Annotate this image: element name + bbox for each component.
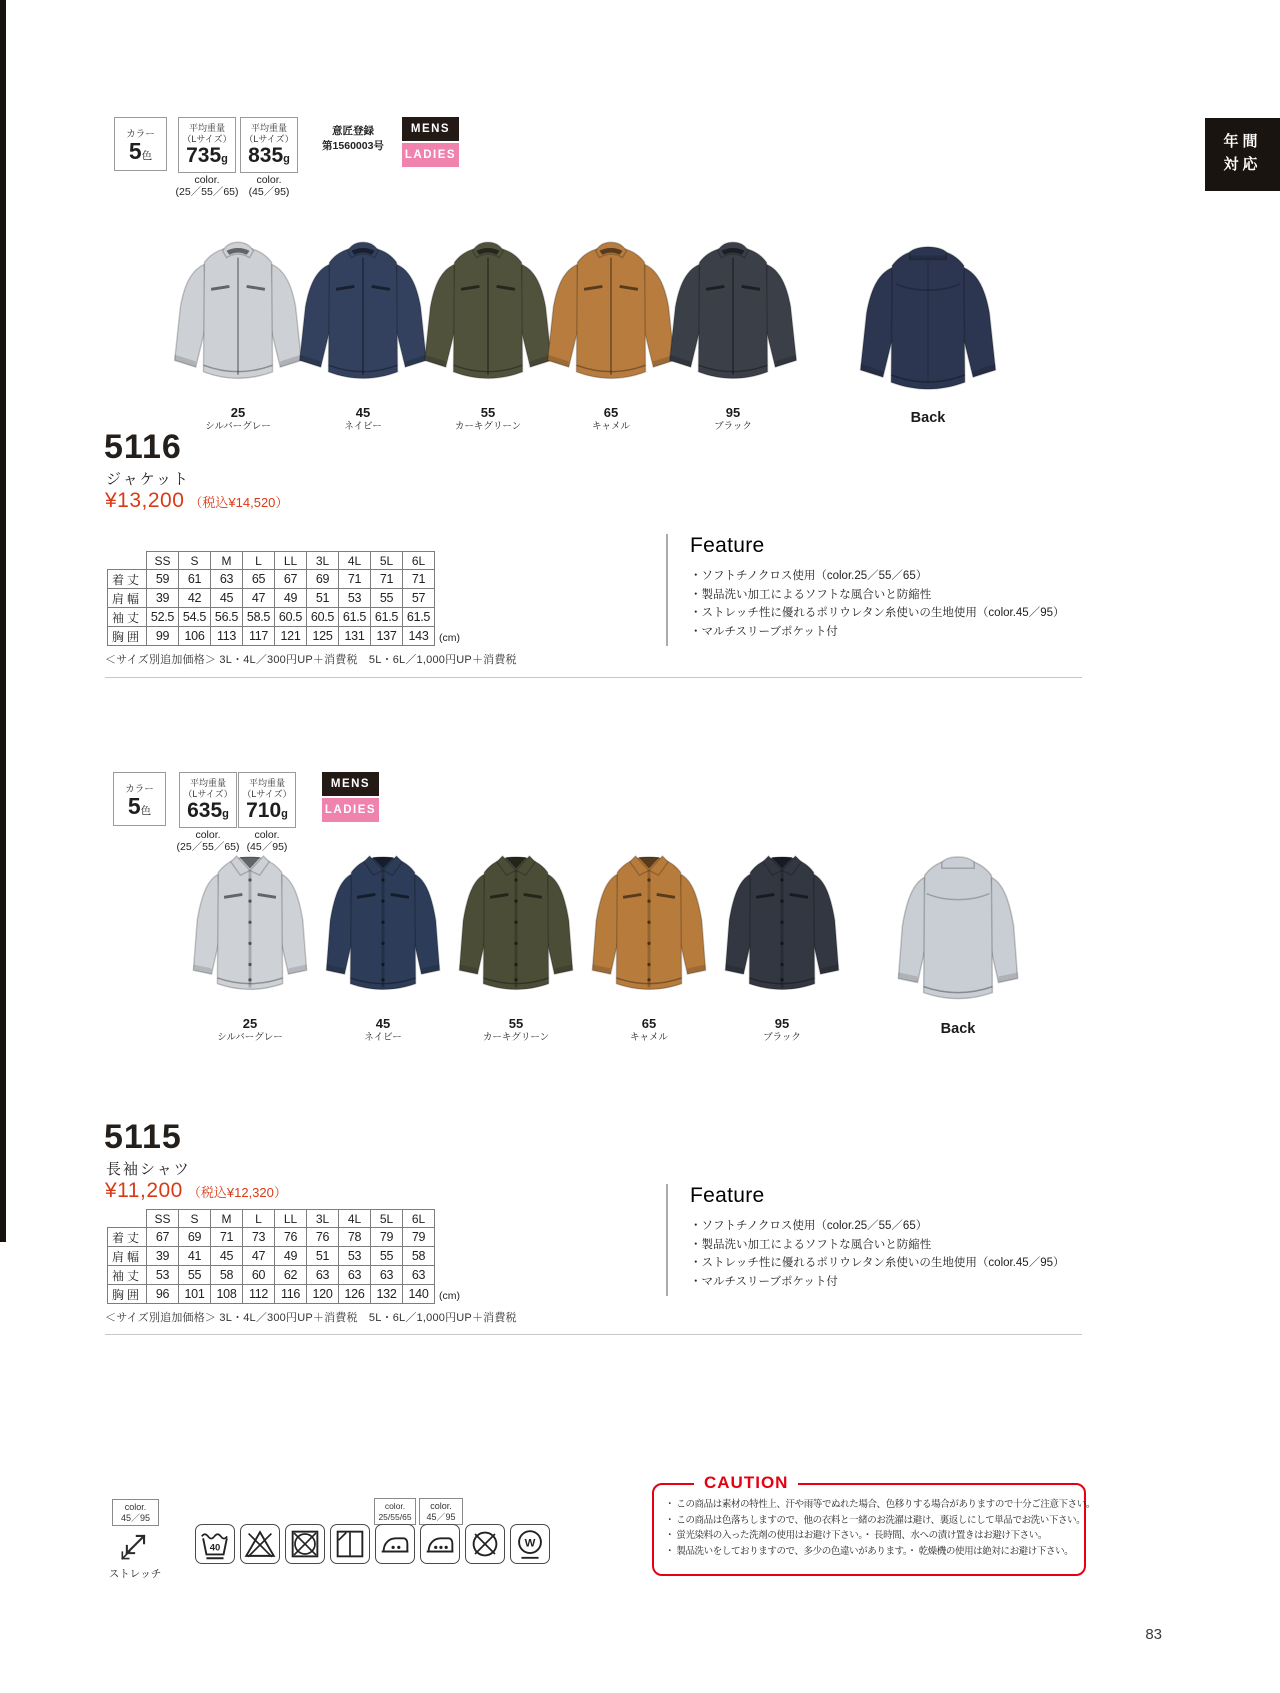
shirt-photo-45 [311,843,455,1015]
measurement-value: 76 [307,1228,339,1247]
color-name: キャメル [591,421,630,432]
weight-color-caption-1: color. (25／55／65) [176,829,240,853]
table-unit-label: (cm) [439,1290,460,1302]
measurement-value: 63 [211,570,243,589]
feature-list [690,567,1110,641]
section-divider [105,677,1082,678]
measurement-value: 137 [371,627,403,646]
size-column-header: 5L [371,552,403,570]
section-divider [105,1334,1082,1335]
measurement-value: 71 [339,570,371,589]
color-count-value: 5 [128,138,142,164]
back-view-label: Back [940,1021,976,1037]
no-dry-clean-icon [465,1524,505,1564]
gender-badges [402,117,459,167]
color-count-value: 5 [127,793,141,819]
size-column-header: 3L [307,1210,339,1228]
measurement-value: 65 [243,570,275,589]
table-row [108,1266,435,1285]
caution-box [652,1473,1095,1576]
measurement-value: 55 [371,1247,403,1266]
svg-text:W: W [524,1537,536,1550]
measurement-value: 71 [371,570,403,589]
table-row [108,627,435,646]
measurement-row-label: 着丈 [108,570,147,589]
measurement-value: 63 [339,1266,371,1285]
color-number: 55 [480,405,496,420]
color-variant-label [183,405,293,433]
size-column-header: 3L [307,552,339,570]
measurement-value: 113 [211,627,243,646]
measurement-value: 55 [179,1266,211,1285]
weight-size: （Lサイズ） [242,788,292,799]
no-bleach-icon [240,1524,280,1564]
measurement-value: 58 [211,1266,243,1285]
measurement-value: 53 [339,1247,371,1266]
jacket-photo-25 [166,236,310,406]
measurement-row-label: 着丈 [108,1228,147,1247]
color-number: 65 [603,405,619,420]
measurement-row-label: 袖丈 [108,1266,147,1285]
no-tumble-dry-icon [285,1524,325,1564]
size-table [107,551,460,646]
color-number: 95 [725,405,741,420]
color-variant-label [328,1016,438,1044]
wet-clean-icon [510,1524,550,1564]
wash-40-icon [195,1524,235,1564]
size-column-header: LL [275,1210,307,1228]
table-row [108,1247,435,1266]
measurement-value: 62 [275,1266,307,1285]
measurement-value: 108 [211,1285,243,1304]
measurement-value: 51 [307,1247,339,1266]
measurement-value: 53 [147,1266,179,1285]
measurement-value: 106 [179,627,211,646]
color-variant-label [433,405,543,433]
size-column-header: L [243,552,275,570]
size-column-header: 4L [339,1210,371,1228]
table-row [108,608,435,627]
size-column-header: S [179,1210,211,1228]
color-number: 95 [774,1016,790,1031]
product-name: ジャケット [106,471,190,488]
avg-weight-badge-2 [238,772,296,828]
measurement-value: 56.5 [211,608,243,627]
measurement-value: 101 [179,1285,211,1304]
caution-item: ・ この商品は色落ちしますので、他の衣料と一緒のお洗濯は避け、裏返しにして単品でお洗い下さい。 [665,1514,1086,1526]
page-number: 83 [1145,1626,1162,1643]
product-code: 5115 [104,1118,182,1156]
avg-weight-badge-1 [178,117,236,173]
shirt-photo-95 [710,843,854,1015]
shirt-photo-55 [444,843,588,1015]
color-count-unit: 色 [141,150,153,162]
measurement-value: 120 [307,1285,339,1304]
price-tax: （税込¥14,520） [189,495,289,510]
measurement-value: 99 [147,627,179,646]
measurement-value: 47 [243,589,275,608]
measurement-value: 41 [179,1247,211,1266]
measurement-value: 131 [339,627,371,646]
measurement-value: 78 [339,1228,371,1247]
measurement-value: 53 [339,589,371,608]
weight-title: 平均重量 [250,123,287,133]
mens-badge: MENS [322,772,379,796]
measurement-value: 71 [211,1228,243,1247]
color-count-label: カラー [125,784,154,795]
back-view-label: Back [910,410,946,426]
weight-color-caption-1: color. (25／55／65) [175,174,239,198]
size-column-header: SS [147,552,179,570]
measurement-row-label: 肩幅 [108,1247,147,1266]
measurement-value: 61.5 [403,608,435,627]
weight-color-caption-2: color. (45／95) [248,174,290,198]
measurement-value: 39 [147,589,179,608]
size-column-header: 6L [403,552,435,570]
iron-color-note-box-2: color. 45／95 [419,1498,463,1525]
size-column-header: 5L [371,1210,403,1228]
color-count-badge [114,117,167,171]
measurement-value: 71 [403,570,435,589]
feature-title: Feature [690,1184,765,1207]
avg-weight-badge-1 [179,772,237,828]
weight-value: 835 [248,144,284,167]
color-count-label: カラー [126,129,155,140]
left-edge-bar [0,0,6,1242]
measurement-value: 79 [403,1228,435,1247]
size-column-header: M [211,1210,243,1228]
iron-color-note-box-1: color. 25/55/65 [374,1498,416,1525]
feature-item: ・製品洗い加工によるソフトな風合いと防縮性 [690,588,932,601]
size-column-header: 6L [403,1210,435,1228]
measurement-value: 45 [211,589,243,608]
color-number: 55 [508,1016,524,1031]
color-name: シルバーグレー [217,1032,283,1043]
measurement-value: 140 [403,1285,435,1304]
design-registration: 意匠登録 第1560003号 [322,125,384,152]
size-column-header: L [243,1210,275,1228]
weight-value: 635 [187,799,223,822]
measurement-value: 49 [275,1247,307,1266]
size-column-header: SS [147,1210,179,1228]
measurement-value: 73 [243,1228,275,1247]
jacket-back-photo [850,241,1006,415]
table-row [108,1285,435,1304]
measurement-value: 61.5 [339,608,371,627]
color-variant-label [461,1016,571,1044]
measurement-value: 69 [307,570,339,589]
measurement-value: 67 [147,1228,179,1247]
feature-item: ・ソフトチノクロス使用（color.25／55／65） [690,1220,928,1232]
shirt-photo-25 [178,843,322,1015]
size-column-header: LL [275,552,307,570]
weight-unit: g [283,153,290,165]
table-row [108,1228,435,1247]
product-name: 長袖シャツ [106,1161,191,1178]
size-surcharge-note: ＜サイズ別追加価格＞ 3L・4L／300円UP＋消費税 5L・6L／1,000円UP＋消費税 [105,654,517,666]
ladies-badge: LADIES [322,798,379,822]
feature-item: ・ストレッチ性に優れるポリウレタン糸使いの生地使用（color.45／95） [690,1257,1065,1269]
color-variant-label [727,1016,837,1044]
measurement-row-label: 肩幅 [108,589,147,608]
weight-size: （Lサイズ） [182,133,232,144]
measurement-value: 60 [243,1266,275,1285]
size-column-header: 4L [339,552,371,570]
measurement-value: 47 [243,1247,275,1266]
measurement-row-label: 胸囲 [108,627,147,646]
weight-unit: g [221,153,228,165]
dry-in-shade-icon [330,1524,370,1564]
caution-item: ・ 製品洗いをしておりますので、多少の色違いがあります。・ 乾燥機の使用は絶対にお避け下さい。 [665,1545,1074,1557]
feature-item: ・マルチスリーブポケット付 [690,625,838,638]
stretch-label: ストレッチ [108,1568,162,1580]
jacket-photo-45 [291,236,435,406]
measurement-value: 117 [243,627,275,646]
avg-weight-badge-2 [240,117,298,173]
measurement-value: 143 [403,627,435,646]
measurement-value: 55 [371,589,403,608]
measurement-value: 121 [275,627,307,646]
measurement-value: 58 [403,1247,435,1266]
color-name: ネイビー [344,421,382,432]
table-row [108,589,435,608]
feature-item: ・製品洗い加工によるソフトな風合いと防縮性 [690,1238,932,1251]
color-name: カーキグリーン [482,1032,550,1043]
table-row [108,570,435,589]
color-number: 25 [230,405,246,420]
measurement-value: 116 [275,1285,307,1304]
measurement-value: 54.5 [179,608,211,627]
color-number: 45 [355,405,371,420]
weight-unit: g [222,808,229,820]
measurement-value: 57 [403,589,435,608]
weight-title: 平均重量 [189,778,226,788]
measurement-value: 59 [147,570,179,589]
gender-badges [322,772,379,822]
color-variant-label [678,405,788,433]
color-variant-label [556,405,666,433]
measurement-value: 63 [371,1266,403,1285]
measurement-value: 45 [211,1247,243,1266]
stretch-color-note-box: color. 45／95 [112,1499,159,1526]
price-tax: （税込¥12,320） [187,1185,287,1200]
caution-item: ・ この商品は素材の特性上、汗や雨等でぬれた場合、色移りする場合がありますので十分ご注意下さい。 [665,1499,1095,1510]
caution-list [654,1485,1095,1559]
measurement-value: 76 [275,1228,307,1247]
feature-block [666,1184,1110,1296]
color-number: 45 [375,1016,391,1031]
measurement-row-label: 胸囲 [108,1285,147,1304]
measurement-value: 63 [307,1266,339,1285]
measurement-value: 52.5 [147,608,179,627]
feature-title: Feature [690,534,765,557]
weight-value: 735 [186,144,222,167]
product-price [105,1179,287,1203]
color-name: カーキグリーン [454,421,522,432]
product-price [105,489,288,513]
color-name: ブラック [763,1032,801,1043]
price-main: ¥13,200 [105,489,185,512]
shirt-photo-65 [577,843,721,1015]
color-name: ネイビー [364,1032,402,1043]
measurement-value: 58.5 [243,608,275,627]
feature-item: ・ストレッチ性に優れるポリウレタン糸使いの生地使用（color.45／95） [690,607,1065,619]
iron-2dot-icon [375,1524,415,1564]
size-column-header: S [179,552,211,570]
measurement-value: 60.5 [275,608,307,627]
weight-title: 平均重量 [248,778,285,788]
measurement-value: 51 [307,589,339,608]
size-spec-table [107,551,435,646]
weight-value: 710 [246,799,282,822]
stretch-arrows-icon [113,1526,157,1564]
ladies-badge: LADIES [402,143,459,167]
measurement-value: 69 [179,1228,211,1247]
mens-badge: MENS [402,117,459,141]
feature-item: ・ソフトチノクロス使用（color.25／55／65） [690,570,928,582]
color-count-unit: 色 [140,805,152,817]
product-code: 5116 [104,428,182,466]
measurement-value: 96 [147,1285,179,1304]
measurement-value: 126 [339,1285,371,1304]
measurement-value: 79 [371,1228,403,1247]
caution-item: ・ 蛍光染料の入った洗剤の使用はお避け下さい。・ 長時間、水への漬け置きはお避け下さい。 [665,1530,1047,1541]
feature-list [690,1217,1110,1291]
table-unit-label: (cm) [439,632,460,644]
color-number: 25 [242,1016,258,1031]
color-variant-label [594,1016,704,1044]
measurement-value: 49 [275,589,307,608]
iron-3dot-icon [420,1524,460,1564]
feature-item: ・マルチスリーブポケット付 [690,1275,838,1288]
weight-title: 平均重量 [188,123,225,133]
weight-color-caption-2: color. (45／95) [246,829,288,853]
color-count-badge [113,772,166,826]
year-round-badge [1205,118,1280,191]
color-variant-label [308,405,418,433]
year-round-badge-line1: 年間 [1223,133,1262,150]
size-spec-table [107,1209,435,1304]
color-name: キャメル [629,1032,668,1043]
size-table [107,1209,460,1304]
measurement-value: 67 [275,570,307,589]
measurement-value: 42 [179,589,211,608]
measurement-value: 112 [243,1285,275,1304]
measurement-value: 39 [147,1247,179,1266]
measurement-row-label: 袖丈 [108,608,147,627]
feature-block [666,534,1110,646]
size-column-header: M [211,552,243,570]
measurement-value: 125 [307,627,339,646]
weight-size: （Lサイズ） [183,788,233,799]
jacket-photo-95 [661,236,805,406]
color-number: 65 [641,1016,657,1031]
measurement-value: 61 [179,570,211,589]
color-name: ブラック [714,421,752,432]
price-main: ¥11,200 [105,1179,183,1202]
color-variant-label [195,1016,305,1044]
svg-text:40: 40 [209,1542,221,1554]
shirt-back-photo [880,849,1036,1021]
year-round-badge-line2: 対応 [1223,156,1262,173]
measurement-value: 132 [371,1285,403,1304]
color-name: シルバーグレー [205,421,271,432]
measurement-value: 60.5 [307,608,339,627]
weight-size: （Lサイズ） [244,133,294,144]
caution-title: CAUTION [694,1473,798,1493]
measurement-value: 63 [403,1266,435,1285]
measurement-value: 61.5 [371,608,403,627]
weight-unit: g [281,808,288,820]
size-surcharge-note: ＜サイズ別追加価格＞ 3L・4L／300円UP＋消費税 5L・6L／1,000円UP＋消費税 [105,1312,517,1324]
